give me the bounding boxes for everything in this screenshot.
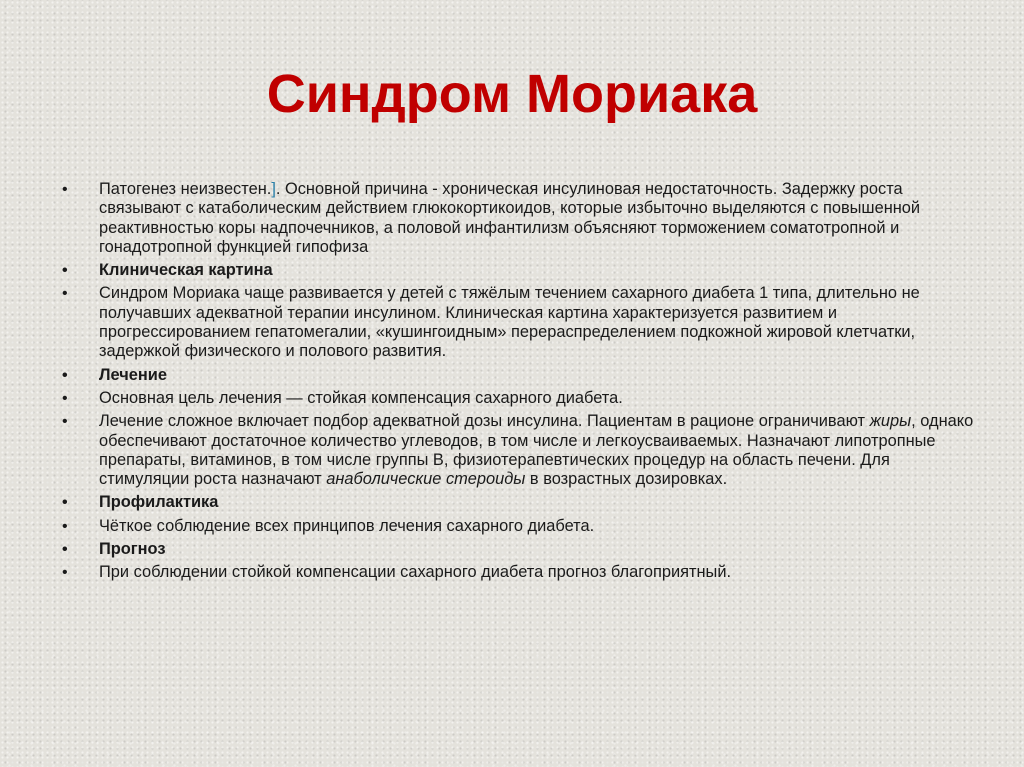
pathogenesis-text-2: . Основной причина - хроническая инсулиновая недостаточность. Задержку роста связывают с катаболическим действием глюкокортикоидов, которые избыточно выделяются с повышенной реактивностью коры надпочечников, а половой инфантилизм объясняют торможением соматотропной и гонадотропной функцией гипофиза (99, 180, 921, 256)
treatment-text-3: в возрастных дозировках. (525, 470, 728, 489)
treatment-text-2: , однако обеспечивают достаточное количество углеводов, в том числе и легкоусваиваемых. Назначают липотропные препараты, витаминов, в том числе группы В, физиотерапевтических процедур на область печени. Для стимуляции роста назначают (99, 412, 974, 489)
reference-link[interactable]: ] (271, 180, 276, 198)
bullet-pathogenesis (62, 180, 977, 257)
heading-treatment: • Лечение (62, 366, 977, 385)
slide-title: Синдром Мориака (266, 64, 758, 124)
bullet-list (62, 180, 977, 587)
bullet-treatment-details (62, 412, 977, 489)
bullet-clinical-description: • Синдром Мориака чаще развивается у детей с тяжёлым течением сахарного диабета 1 типа, длительно не получавших адекватной терапии инсулином. Клиническая картина характеризуется развитием и прогрессированием гепатомегалии, «кушингоидным» перераспределением подкожной жировой клетчатки, задержкой физического и полового развития. (62, 284, 977, 361)
treatment-emphasis-fats: жиры (869, 412, 912, 431)
bullet-prognosis: • При соблюдении стойкой компенсации сахарного диабета прогноз благоприятный. (62, 563, 977, 582)
pathogenesis-text-1: Патогенез неизвестен. (99, 180, 272, 198)
heading-prognosis: • Прогноз (62, 540, 977, 559)
treatment-emphasis-steroids: анаболические стероиды (326, 470, 526, 489)
bullet-prevention: • Чёткое соблюдение всех принципов лечения сахарного диабета. (62, 517, 977, 536)
heading-clinical-picture: • Клиническая картина (62, 261, 977, 280)
treatment-text-1: Лечение сложное включает подбор адекватной дозы инсулина. Пациентам в рационе ограничивают (99, 412, 870, 431)
heading-prevention: • Профилактика (62, 493, 977, 512)
bullet-treatment-goal: • Основная цель лечения — стойкая компенсация сахарного диабета. (62, 389, 977, 408)
